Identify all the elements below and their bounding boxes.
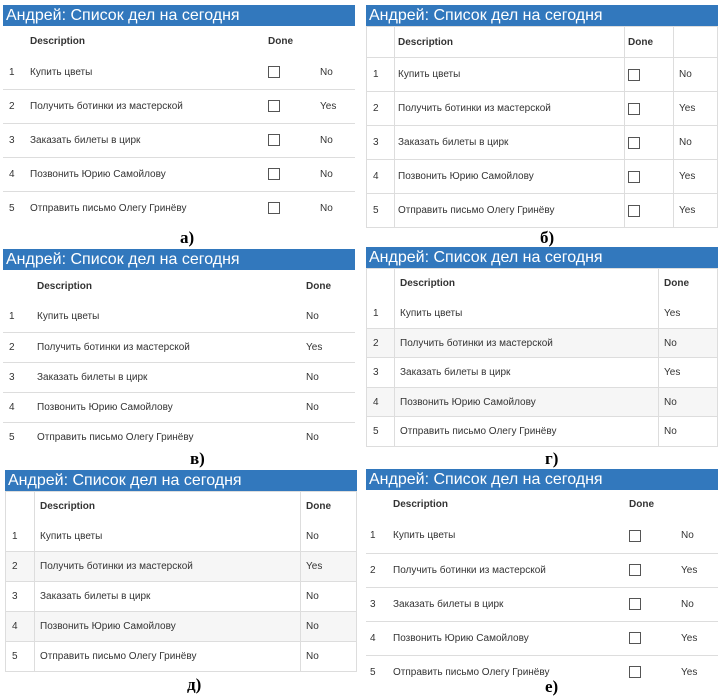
row-number: 3 [366, 587, 393, 621]
table-row [367, 160, 718, 194]
table-row [367, 126, 718, 160]
caption-v: в) [190, 449, 205, 468]
status-header [679, 490, 718, 519]
task-status: No [681, 530, 694, 542]
task-status: Yes [659, 358, 718, 388]
panel-title: Андрей: Список дел на сегодня [366, 469, 718, 490]
table-row [6, 642, 357, 672]
done-checkbox[interactable] [628, 137, 640, 149]
task-status: Yes [664, 307, 681, 319]
task-description: Отправить письмо Олегу Гринёву [30, 191, 268, 225]
done-checkbox[interactable] [629, 564, 641, 576]
caption-b: б) [540, 228, 555, 247]
panel-d [5, 470, 357, 672]
done-checkbox[interactable] [628, 171, 640, 183]
task-description: Заказать билеты в цирк [35, 582, 301, 612]
row-number: 4 [367, 388, 395, 417]
row-number: 4 [366, 621, 393, 655]
task-status: No [306, 530, 319, 542]
task-description: Позвонить Юрию Самойлову [395, 160, 625, 194]
table-row [366, 655, 718, 689]
panel-title: Андрей: Список дел на сегодня [5, 470, 357, 491]
panel-title: Андрей: Список дел на сегодня [3, 249, 355, 270]
task-status: No [659, 388, 718, 417]
row-number: 2 [367, 329, 395, 358]
status-header [318, 26, 355, 56]
task-status: Yes [674, 92, 718, 126]
num-header [3, 26, 30, 56]
table-row [366, 587, 718, 621]
table-row [3, 362, 355, 392]
table-row [367, 329, 718, 358]
task-status: No [306, 392, 355, 422]
row-number: 5 [366, 655, 393, 689]
task-status: Yes [306, 332, 355, 362]
table-row [367, 299, 718, 329]
row-number: 2 [367, 92, 395, 126]
task-status: No [306, 311, 319, 323]
task-description: Получить ботинки из мастерской [395, 92, 625, 126]
task-description: Заказать билеты в цирк [37, 362, 306, 392]
task-description: Заказать билеты в цирк [30, 123, 268, 157]
table-row [3, 392, 355, 422]
description-header: Description [37, 280, 93, 292]
table-row [3, 157, 355, 191]
panel-g [366, 247, 718, 447]
task-description: Купить цветы [37, 311, 100, 323]
todo-table [366, 490, 718, 689]
num-header [3, 270, 37, 302]
row-number: 4 [3, 157, 30, 191]
task-description: Отправить письмо Олегу Гринёву [393, 655, 629, 689]
row-number: 4 [3, 392, 37, 422]
task-description: Отправить письмо Олегу Гринёву [395, 417, 659, 447]
done-checkbox[interactable] [629, 666, 641, 678]
todo-table [366, 268, 718, 447]
task-description: Позвонить Юрию Самойлову [395, 388, 659, 417]
row-number: 4 [367, 160, 395, 194]
panel-title: Андрей: Список дел на сегодня [3, 5, 355, 26]
num-header [367, 27, 395, 58]
task-status: No [320, 66, 333, 78]
task-description: Купить цветы [395, 299, 659, 329]
caption-g: г) [545, 449, 559, 468]
task-status: Yes [301, 552, 357, 582]
panel-a [3, 5, 355, 225]
table-row [366, 621, 718, 655]
done-checkbox[interactable] [629, 530, 641, 542]
row-number: 3 [367, 358, 395, 388]
task-status: No [306, 422, 355, 452]
done-checkbox[interactable] [268, 134, 280, 146]
task-status: Yes [679, 655, 718, 689]
num-header [366, 490, 393, 519]
row-number: 4 [6, 612, 35, 642]
task-status: No [301, 642, 357, 672]
task-status: No [318, 191, 355, 225]
panel-b [366, 5, 718, 228]
task-status: No [301, 612, 357, 642]
caption-a: а) [180, 228, 195, 247]
table-row [367, 388, 718, 417]
done-checkbox[interactable] [628, 103, 640, 115]
panel-title: Андрей: Список дел на сегодня [366, 5, 718, 26]
row-number: 2 [6, 552, 35, 582]
row-number: 5 [367, 417, 395, 447]
row-number: 3 [6, 582, 35, 612]
done-header: Done [664, 278, 689, 290]
table-row [367, 58, 718, 92]
num-header [6, 492, 35, 522]
task-status: No [306, 362, 355, 392]
table-row [367, 417, 718, 447]
task-description: Получить ботинки из мастерской [30, 89, 268, 123]
row-number: 2 [3, 89, 30, 123]
task-description: Получить ботинки из мастерской [37, 332, 306, 362]
task-description: Купить цветы [30, 66, 93, 78]
description-header: Description [30, 35, 86, 47]
row-number: 2 [3, 332, 37, 362]
table-row [3, 191, 355, 225]
description-header: Description [35, 492, 301, 522]
done-checkbox[interactable] [268, 66, 280, 78]
row-number: 1 [367, 299, 395, 329]
task-description: Заказать билеты в цирк [395, 126, 625, 160]
task-status: No [674, 126, 718, 160]
task-status: No [318, 123, 355, 157]
task-description: Получить ботинки из мастерской [393, 553, 629, 587]
table-row [3, 89, 355, 123]
panel-e [366, 469, 718, 689]
description-header: Description [395, 27, 625, 58]
caption-e: е) [545, 677, 559, 696]
task-status: No [659, 417, 718, 447]
task-description: Заказать билеты в цирк [393, 587, 629, 621]
task-status: No [301, 582, 357, 612]
caption-d: д) [187, 675, 202, 694]
table-row [6, 582, 357, 612]
done-header: Done [306, 501, 331, 513]
todo-table [3, 26, 355, 225]
task-status: No [674, 58, 718, 92]
row-number: 1 [370, 530, 376, 542]
done-header: Done [629, 499, 654, 510]
table-row [367, 194, 718, 228]
done-checkbox[interactable] [629, 598, 641, 610]
table-row [3, 56, 355, 89]
table-row [366, 519, 718, 553]
task-status: Yes [674, 194, 718, 228]
table-row [367, 358, 718, 388]
todo-table [5, 491, 357, 672]
panel-v [3, 249, 355, 452]
row-number: 1 [6, 522, 35, 552]
row-number: 3 [3, 123, 30, 157]
row-number: 5 [3, 191, 30, 225]
task-description: Купить цветы [395, 58, 625, 92]
row-number: 5 [6, 642, 35, 672]
task-status: No [318, 157, 355, 191]
table-row [3, 123, 355, 157]
row-number: 3 [367, 126, 395, 160]
task-status: Yes [679, 621, 718, 655]
table-row [366, 553, 718, 587]
done-checkbox[interactable] [628, 69, 640, 81]
done-checkbox[interactable] [268, 100, 280, 112]
task-description: Отправить письмо Олегу Гринёву [37, 422, 306, 452]
done-header: Done [306, 280, 331, 292]
task-description: Купить цветы [393, 530, 456, 542]
done-checkbox[interactable] [628, 205, 640, 217]
task-status: Yes [679, 553, 718, 587]
task-description: Отправить письмо Олегу Гринёву [395, 194, 625, 228]
done-header: Done [625, 27, 674, 58]
panel-title: Андрей: Список дел на сегодня [366, 247, 718, 268]
task-description: Позвонить Юрию Самойлову [30, 157, 268, 191]
table-row [3, 302, 355, 332]
table-row [6, 522, 357, 552]
task-description: Заказать билеты в цирк [395, 358, 659, 388]
row-number: 2 [366, 553, 393, 587]
done-checkbox[interactable] [268, 168, 280, 180]
row-number: 1 [9, 311, 15, 323]
task-description: Отправить письмо Олегу Гринёву [35, 642, 301, 672]
task-description: Получить ботинки из мастерской [395, 329, 659, 358]
row-number: 5 [3, 422, 37, 452]
table-row [3, 422, 355, 452]
description-header: Description [393, 499, 449, 510]
done-checkbox[interactable] [629, 632, 641, 644]
row-number: 5 [367, 194, 395, 228]
task-description: Позвонить Юрию Самойлову [35, 612, 301, 642]
done-checkbox[interactable] [268, 202, 280, 214]
num-header [367, 269, 395, 299]
task-description: Купить цветы [35, 522, 301, 552]
task-status: Yes [318, 89, 355, 123]
todo-table [366, 26, 718, 228]
task-status: No [659, 329, 718, 358]
row-number: 1 [9, 66, 15, 78]
task-description: Позвонить Юрию Самойлову [393, 621, 629, 655]
done-header: Done [268, 35, 293, 47]
table-row [6, 552, 357, 582]
task-description: Получить ботинки из мастерской [35, 552, 301, 582]
task-status: Yes [674, 160, 718, 194]
table-row [6, 612, 357, 642]
table-row [367, 92, 718, 126]
table-row [3, 332, 355, 362]
row-number: 3 [3, 362, 37, 392]
task-description: Позвонить Юрию Самойлову [37, 392, 306, 422]
todo-table [3, 270, 355, 452]
task-status: No [679, 587, 718, 621]
status-header [674, 27, 718, 58]
row-number: 1 [367, 58, 395, 92]
description-header: Description [395, 269, 659, 299]
